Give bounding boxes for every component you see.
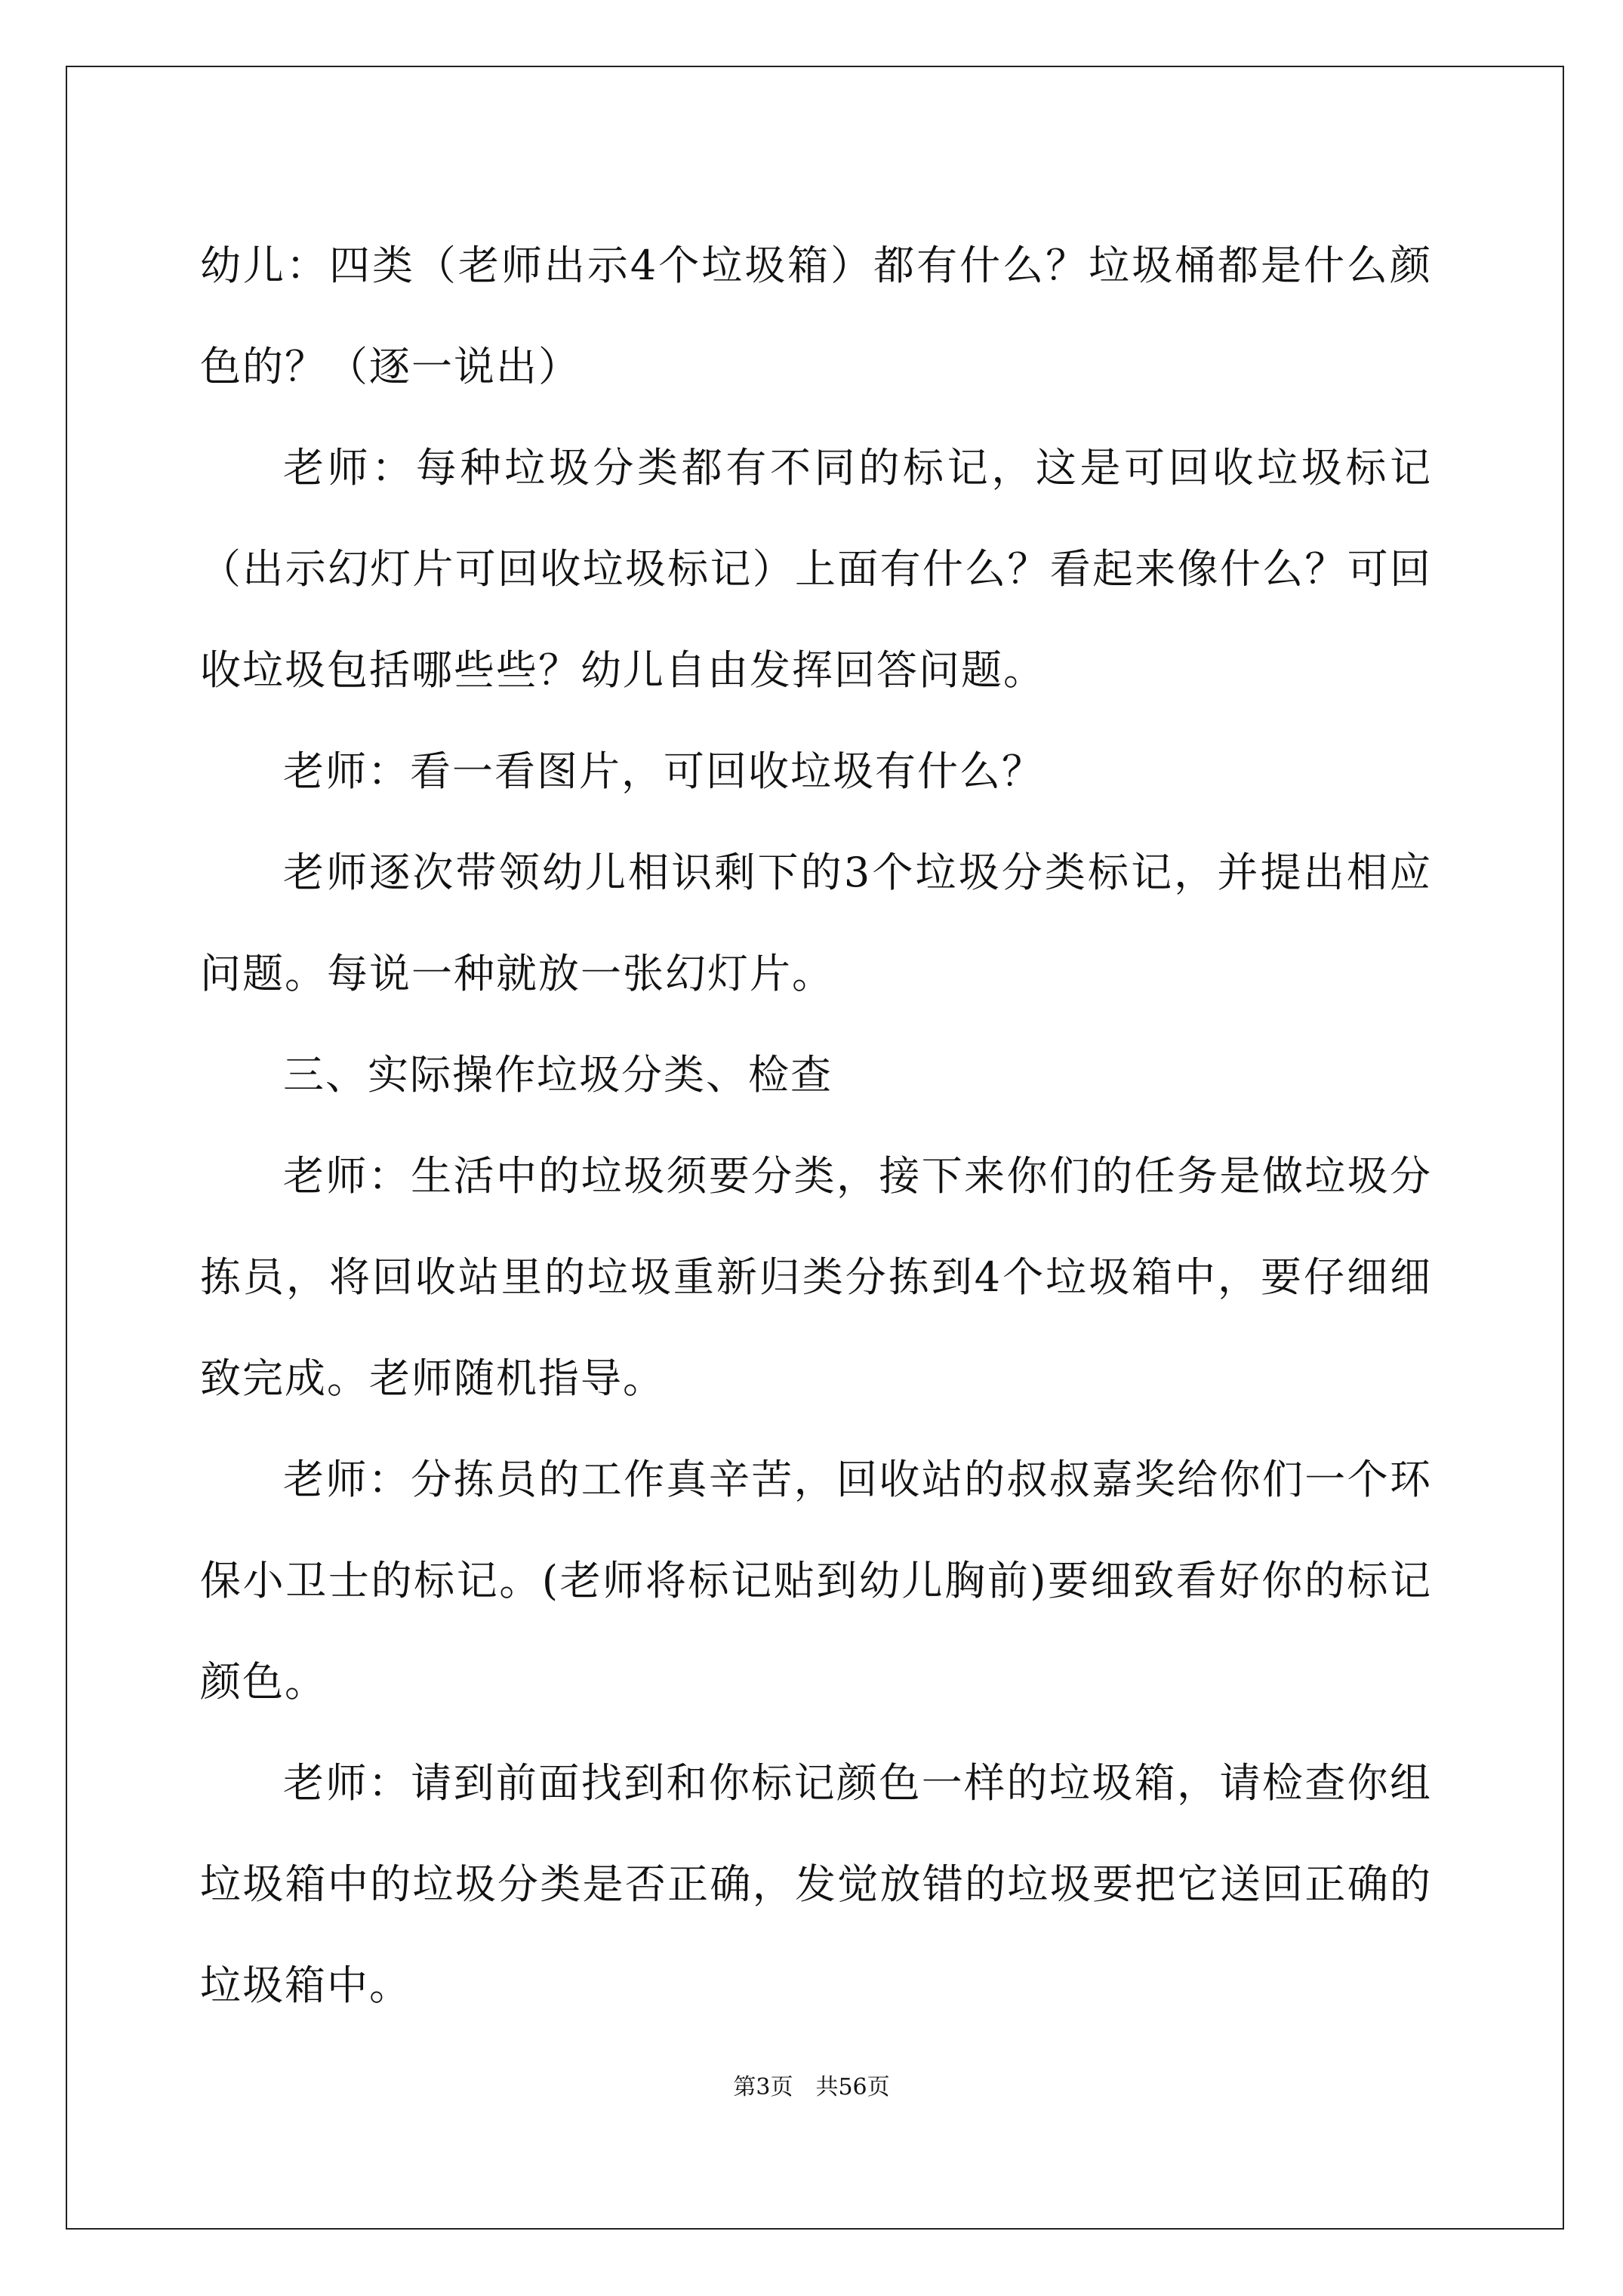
paragraph-4: 老师逐次带领幼儿相识剩下的3个垃圾分类标记，并提出相应问题。每说一种就放一张幻灯片。 — [200, 849, 1432, 997]
section-heading: 三、实际操作垃圾分类、检查 — [283, 1051, 833, 1099]
paragraph-8: 老师：请到前面找到和你标记颜色一样的垃圾箱，请检查你组垃圾箱中的垃圾分类是否正确，发觉放错的垃圾要把它送回正确的垃圾箱中。 — [200, 1759, 1432, 2009]
paragraph-6: 老师：生活中的垃圾须要分类，接下来你们的任务是做垃圾分拣员，将回收站里的垃圾重新归类分拣到4个垃圾箱中，要仔细细致完成。老师随机指导。 — [200, 1152, 1432, 1402]
paragraph-3: 老师：看一看图片，可回收垃圾有什么？ — [283, 747, 1044, 795]
paragraph-1: 幼儿：四类（老师出示4个垃圾箱）都有什么？垃圾桶都是什么颜色的？（逐一说出） — [200, 242, 1432, 390]
page-footer: 第3页 共56页 — [733, 2074, 890, 2100]
document-body — [200, 215, 1432, 2036]
paragraph-2: 老师：每种垃圾分类都有不同的标记，这是可回收垃圾标记（出示幻灯片可回收垃圾标记）上面有什么？看起来像什么？可回收垃圾包括哪些些？幼儿自由发挥回答问题。 — [200, 444, 1432, 694]
paragraph-7: 老师：分拣员的工作真辛苦，回收站的叔叔嘉奖给你们一个环保小卫士的标记。(老师将标记贴到幼儿胸前)要细致看好你的标记颜色。 — [200, 1456, 1432, 1706]
